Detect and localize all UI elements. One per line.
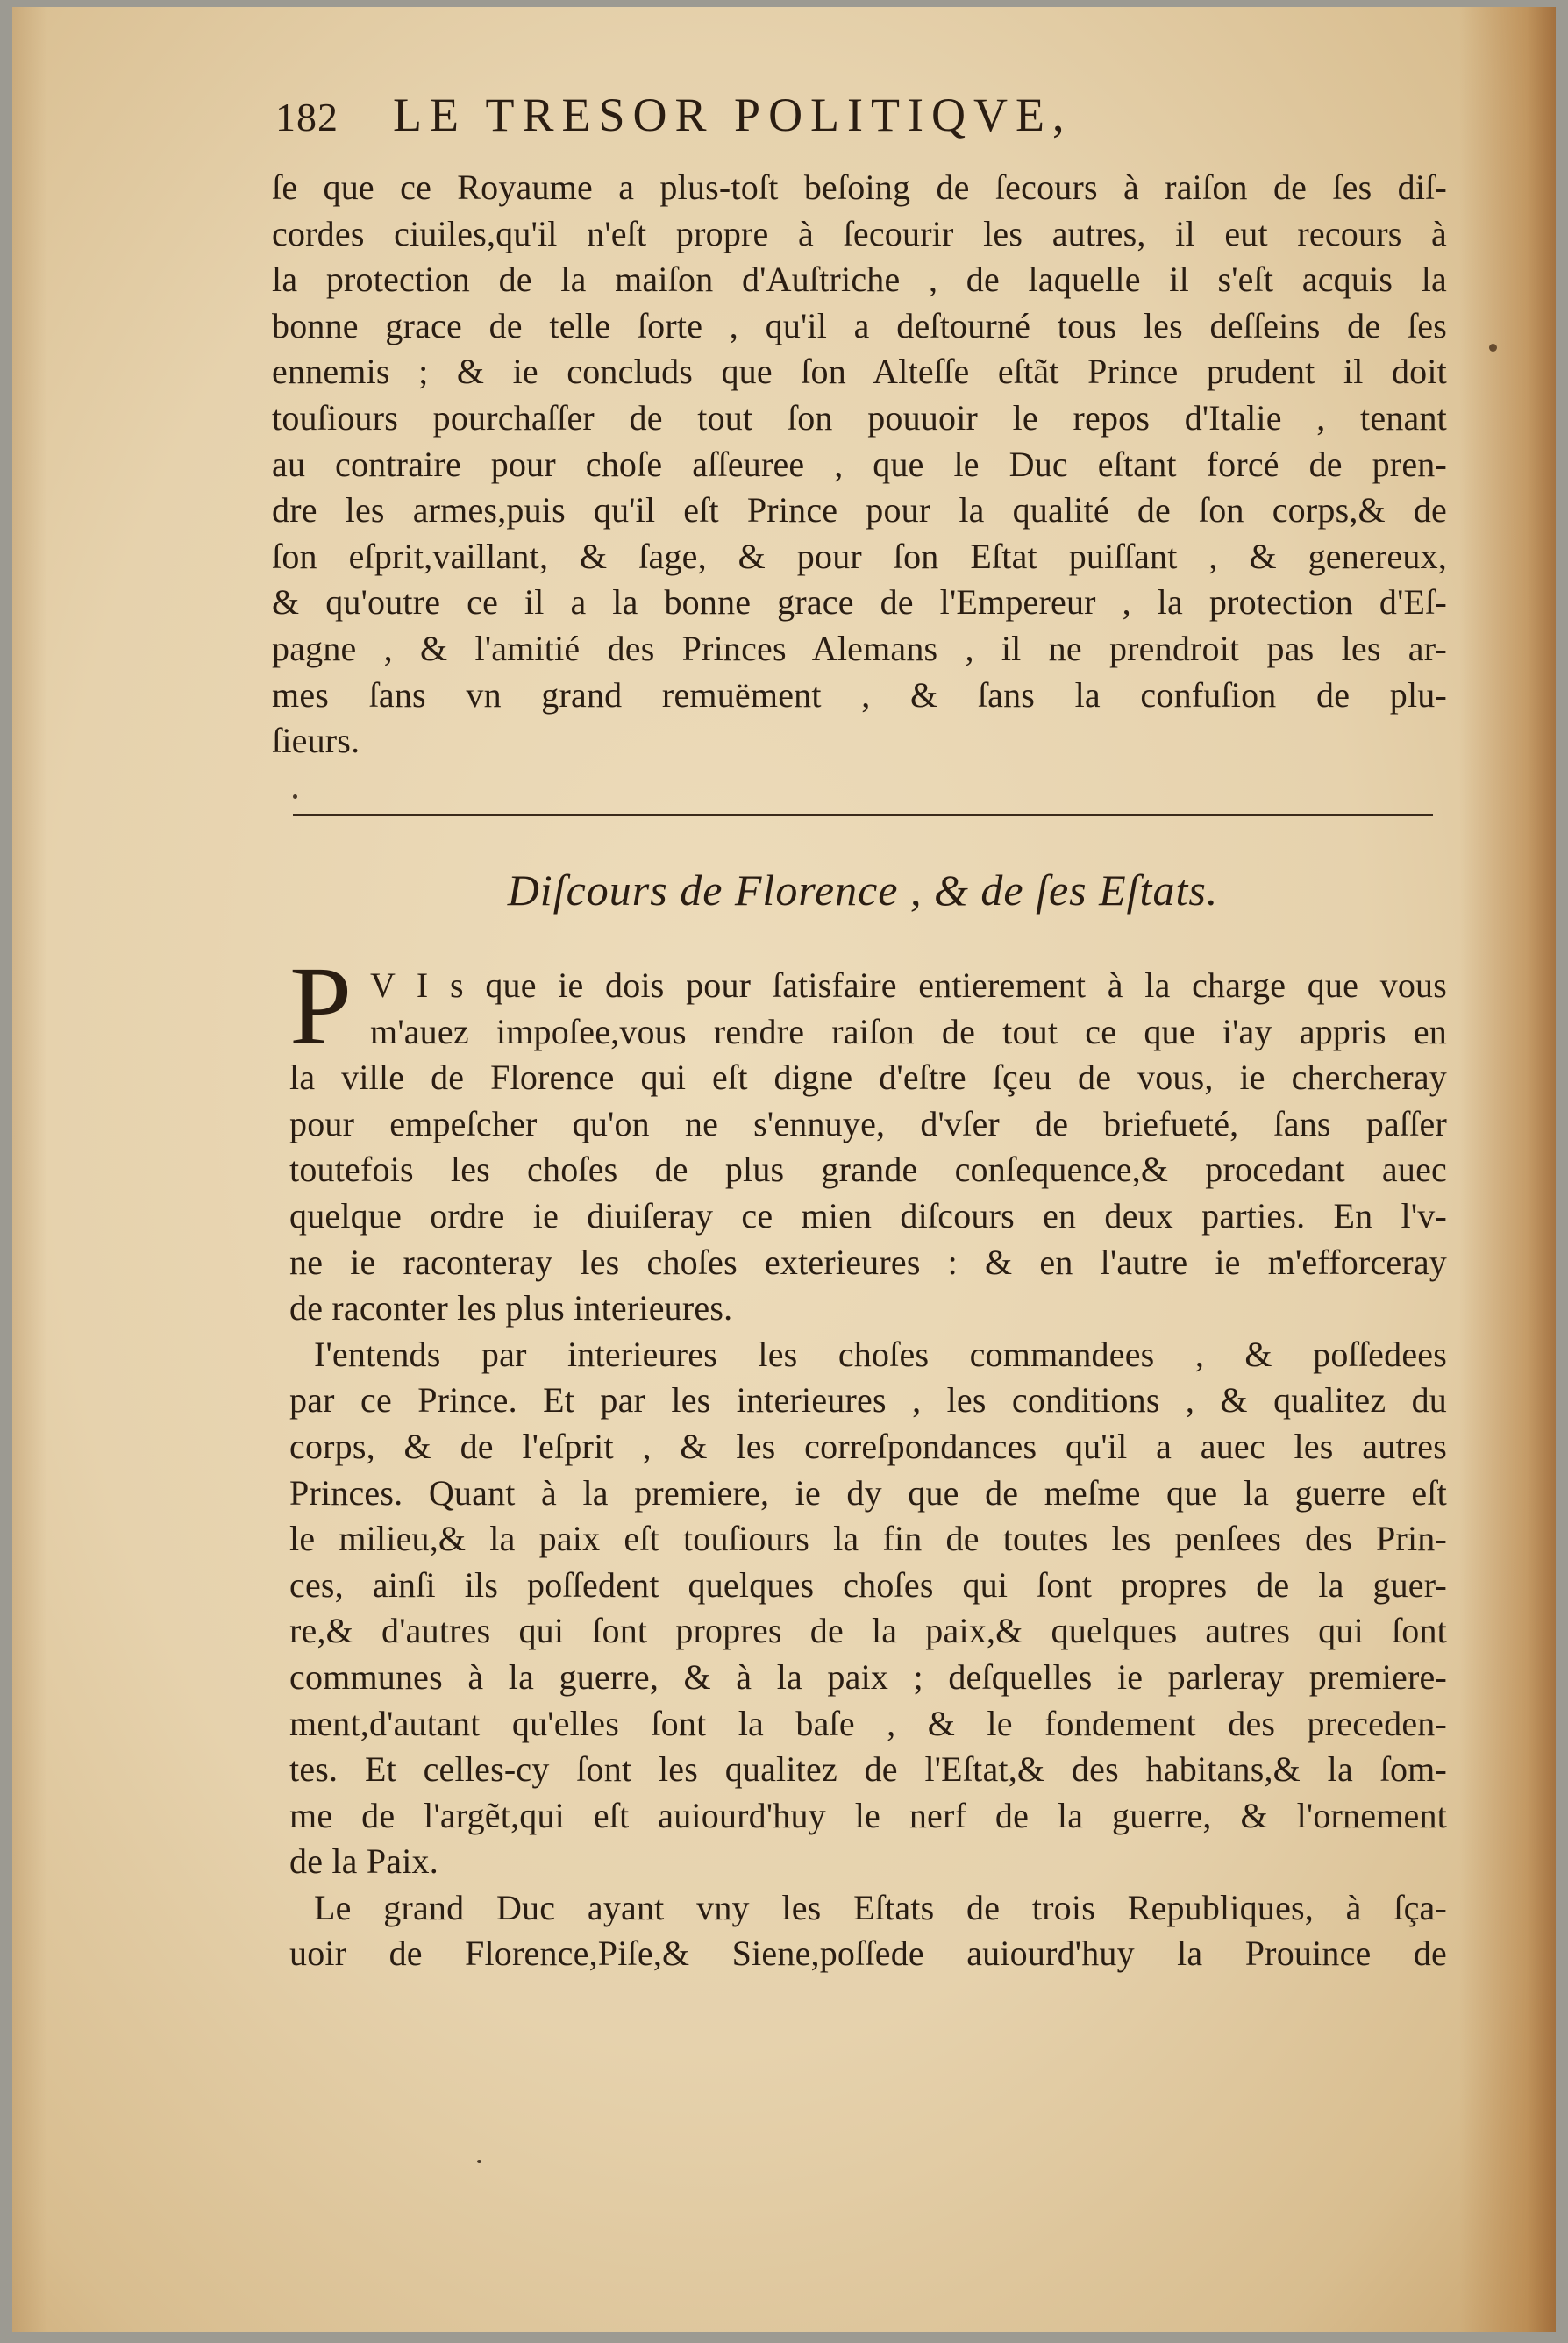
text-line: I'entends par interieures les choſes commandees , & poſſedees: [314, 1334, 1447, 1374]
text-line: Le grand Duc ayant vny les Eſtats de trois Republiques, à ſça-: [314, 1887, 1447, 1927]
text-line: communes à la guerre, & à la paix ; deſquelles ie parleray premiere-: [289, 1656, 1447, 1697]
text-line: le milieu,& la paix eſt touſiours la fin de toutes les penſees des Prin-: [289, 1519, 1447, 1559]
text-line: cordes ciuiles,qu'il n'eſt propre à ſecourir les autres, il eut recours à: [272, 213, 1447, 253]
text-line: pour empeſcher qu'on ne s'ennuye, d'vſer de briefueté, ſans paſſer: [289, 1103, 1447, 1143]
text-line: ment,d'autant qu'elles ſont la baſe , & le fondement des preceden-: [289, 1703, 1447, 1743]
text-line: touſiours pourchaſſer de tout ſon pouuoir le repos d'Italie , tenant: [272, 397, 1447, 438]
text-line: mes ſans vn grand remuëment , & ſans la confuſion de plu-: [272, 674, 1447, 715]
running-title: LE TRESOR POLITIQVE,: [393, 89, 1073, 141]
running-head: [275, 88, 1450, 149]
text-line: ennemis ; & ie concluds que ſon Alteſſe eſtãt Prince prudent il doit: [272, 352, 1447, 392]
text-line: de raconter les plus interieures.: [289, 1288, 733, 1328]
text-line: dre les armes,puis qu'il eſt Prince pour la qualité de ſon corps,& de: [272, 490, 1447, 531]
paper-speck: [477, 2160, 481, 2163]
text-line: quelque ordre ie diuiſeray ce mien diſcours en deux parties. En l'v-: [289, 1195, 1447, 1236]
text-line: la protection de la maiſon d'Auſtriche , de laquelle il s'eſt acquis la: [272, 260, 1447, 300]
text-line: corps, & de l'eſprit , & les correſpondances qu'il a auec les autres: [289, 1426, 1447, 1466]
text-line: bonne grace de telle ſorte , qu'il a deſtourné tous les deſſeins de ſes: [272, 305, 1447, 345]
text-line: & qu'outre ce il a la bonne grace de l'Empereur , la protection d'Eſ-: [272, 582, 1447, 623]
text-block-section1: [272, 165, 1447, 765]
text-block-section2: [289, 944, 1447, 1977]
text-line: re,& d'autres qui ſont propres de la paix,& quelques autres qui ſont: [289, 1611, 1447, 1651]
text-line: ſieurs.: [272, 721, 360, 761]
text-line: ne ie raconteray les choſes exterieures : & en l'autre ie m'efforceray: [289, 1242, 1447, 1282]
text-line: pagne , & l'amitié des Princes Alemans , il ne prendroit pas les ar-: [272, 628, 1447, 668]
paper-speck: [1489, 344, 1497, 352]
text-line: V I s que ie dois pour ſatisfaire entierement à la charge que vous: [370, 965, 1447, 1005]
page-number: 182: [275, 95, 339, 139]
text-line: ſe que ce Royaume a plus-toſt beſoing de ſecours à raiſon de ſes diſ-: [272, 167, 1447, 207]
section-heading: Diſcours de Florence , & de ſes Eſtats.: [507, 865, 1219, 915]
text-line: ces, ainſi ils poſſedent quelques choſes qui ſont propres de la guer-: [289, 1564, 1447, 1605]
text-line: tes. Et celles-cy ſont les qualitez de l'Eſtat,& des habitans,& la ſom-: [289, 1749, 1447, 1790]
paper-speck: [293, 794, 297, 799]
drop-cap: P: [289, 944, 353, 1068]
text-line: uoir de Florence,Piſe,& Siene,poſſede auiourd'huy la Prouince de: [289, 1934, 1447, 1974]
text-line: toutefois les choſes de plus grande conſequence,& procedant auec: [289, 1150, 1447, 1190]
text-line: Princes. Quant à la premiere, ie dy que de meſme que la guerre eſt: [289, 1472, 1447, 1513]
text-line: de la Paix.: [289, 1841, 438, 1882]
text-line: ſon eſprit,vaillant, & ſage, & pour ſon Eſtat puiſſant , & genereux,: [272, 536, 1447, 576]
text-line: la ville de Florence qui eſt digne d'eſtre ſçeu de vous, ie chercheray: [289, 1058, 1447, 1098]
text-line: m'auez impoſee,vous rendre raiſon de tout ce que i'ay appris en: [370, 1011, 1447, 1051]
book-page: [12, 7, 1556, 2332]
text-line: me de l'argẽt,qui eſt auiourd'huy le nerf de la guerre, & l'ornement: [289, 1795, 1447, 1835]
text-line: par ce Prince. Et par les interieures , les conditions , & qualitez du: [289, 1380, 1447, 1421]
text-line: au contraire pour choſe aſſeuree , que le Duc eſtant forcé de pren-: [272, 444, 1447, 484]
section-divider-rule: [293, 814, 1433, 816]
